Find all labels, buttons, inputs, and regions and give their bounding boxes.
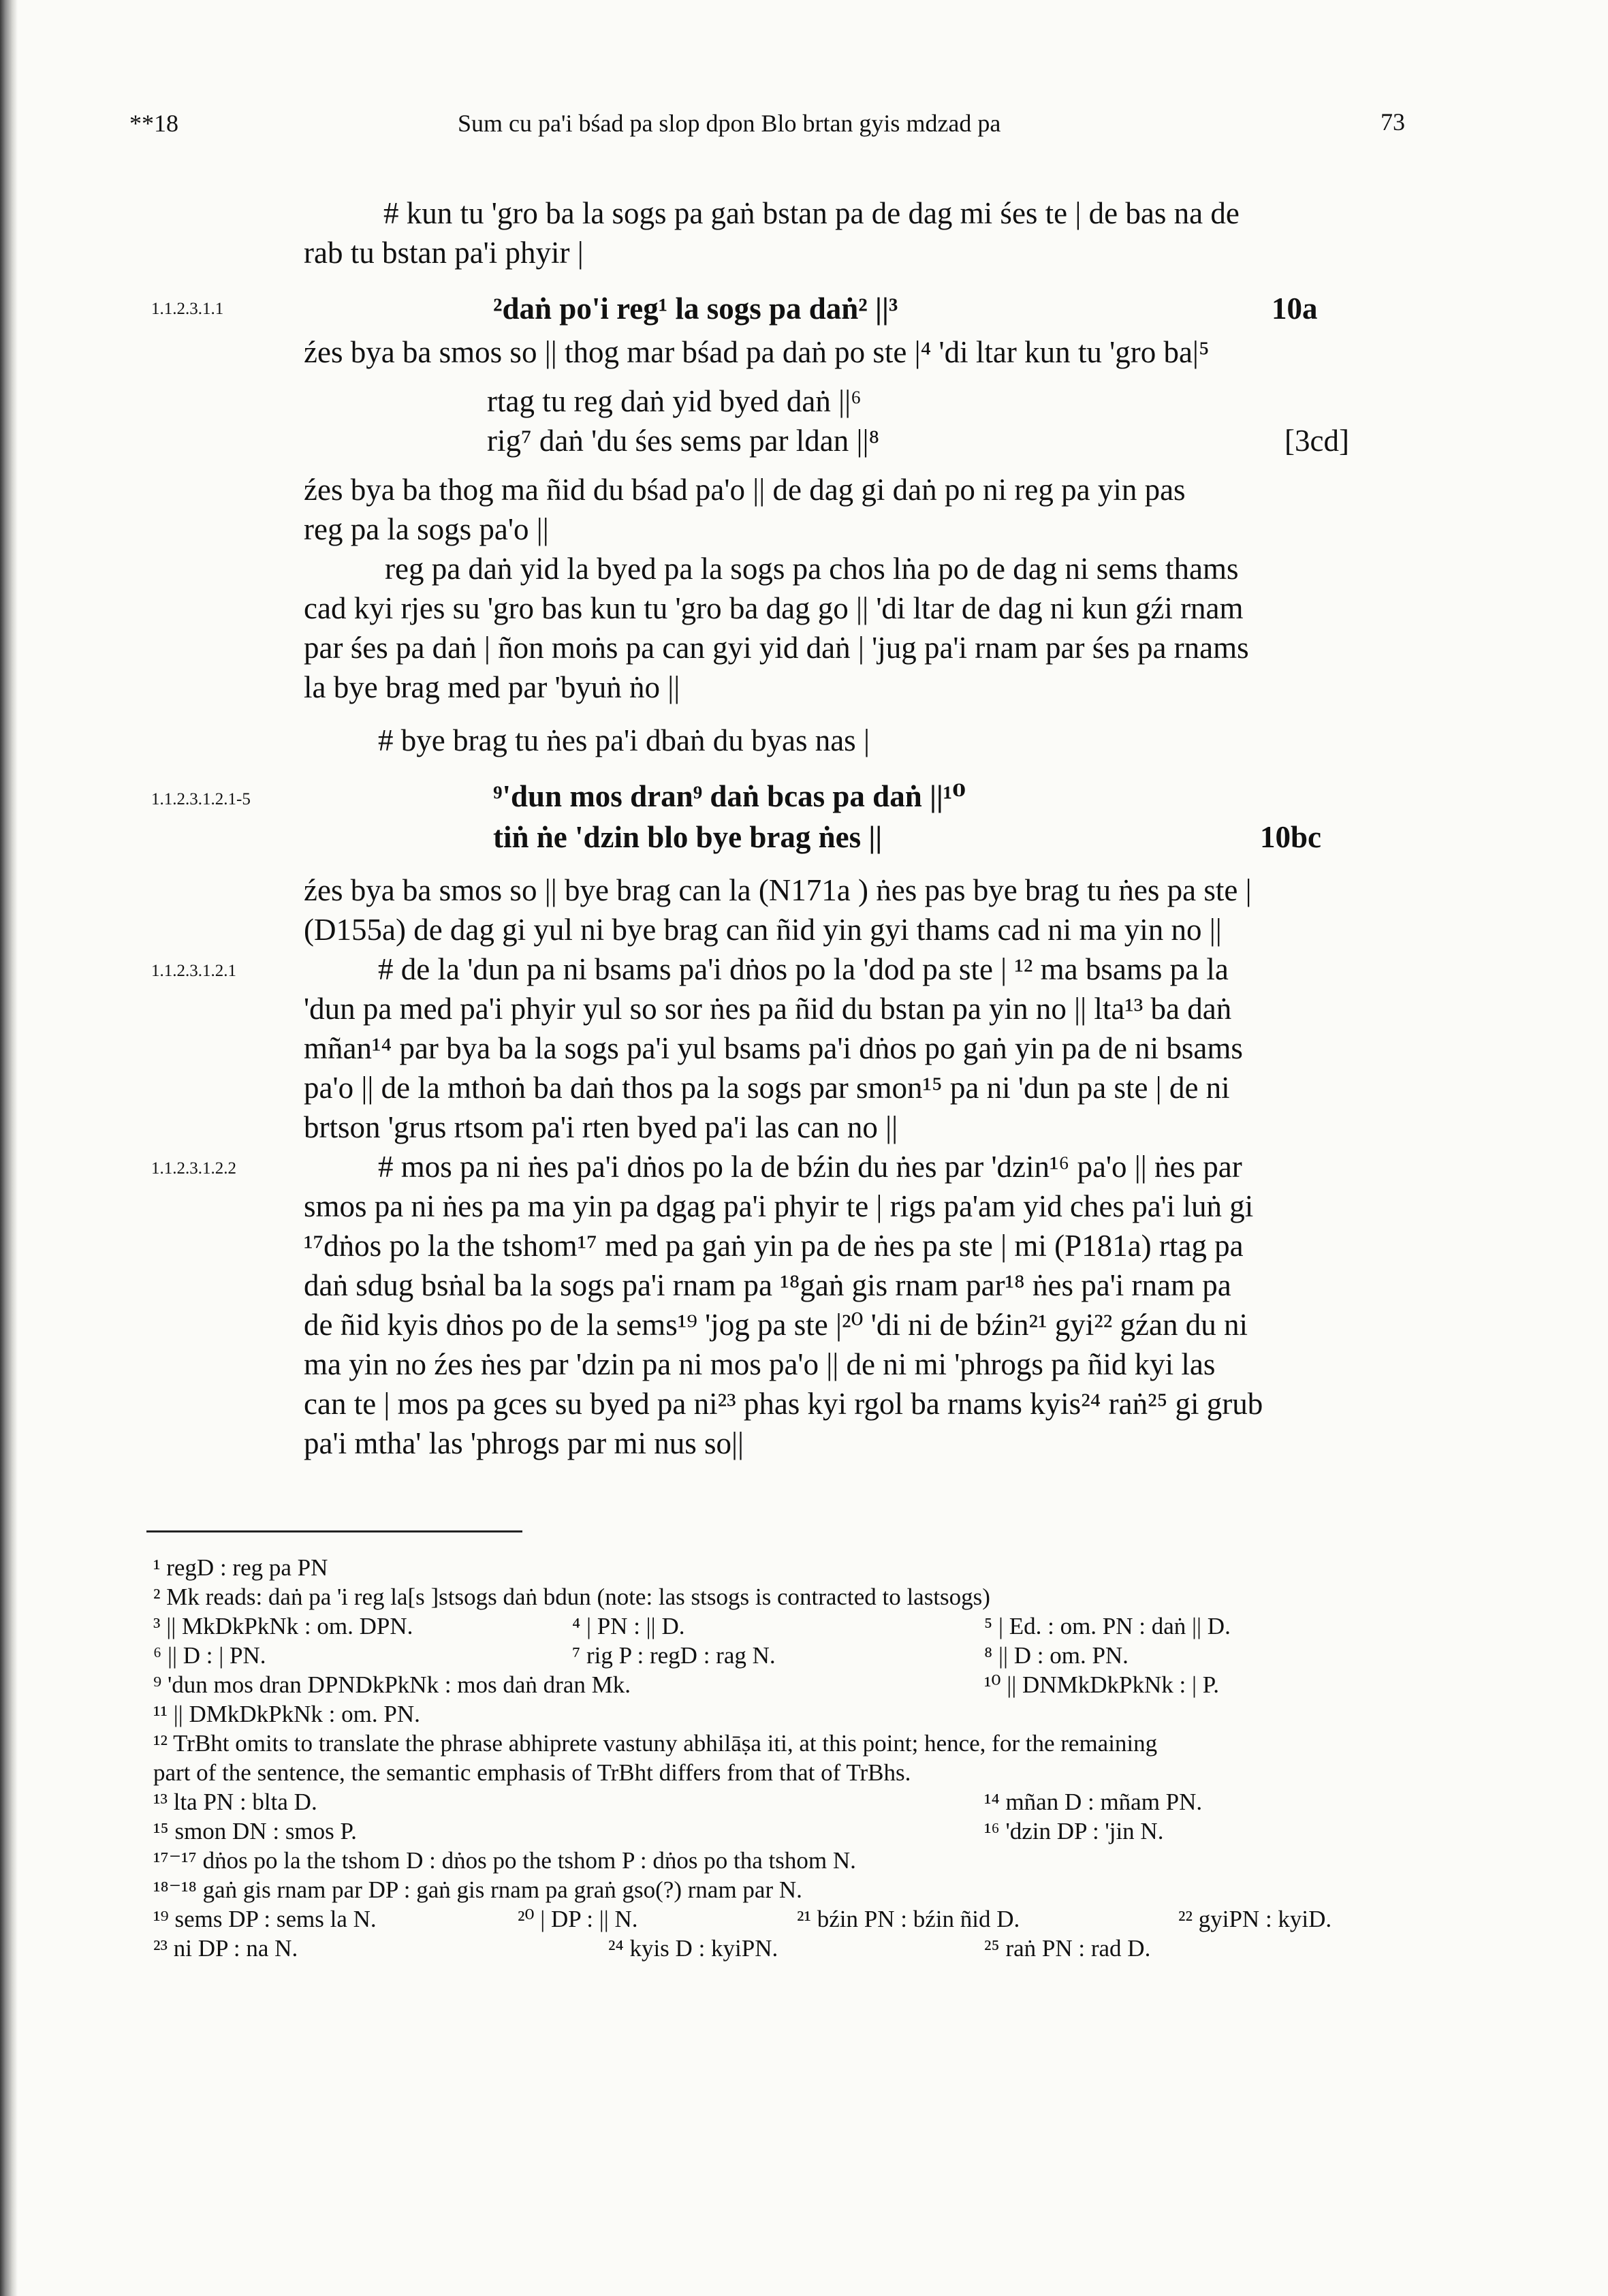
footnote-1: ¹ regD : reg pa PN (153, 1554, 328, 1581)
footnote-19: ¹⁹ sems DP : sems la N. (153, 1906, 377, 1932)
footnote-8: ⁸ || D : om. PN. (984, 1642, 1129, 1669)
verse-title-10a: ²daṅ po'i reg¹ la sogs pa daṅ² ||³ (493, 292, 898, 326)
footnote-5: ⁵ | Ed. : om. PN : daṅ || D. (984, 1613, 1231, 1639)
footnote-11: ¹¹ || DMkDkPkNk : om. PN. (153, 1701, 420, 1727)
section1-para2-line-4: la bye brag med par 'byuṅ ṅo || (304, 670, 680, 704)
section4-line-8: pa'i mtha' las 'phrogs par mi nus so|| (304, 1426, 744, 1460)
section1-para1-line-2: reg pa la sogs pa'o || (304, 512, 549, 546)
footnote-7: ⁷ rig P : regD : rag N. (572, 1642, 776, 1669)
footnote-24: ²⁴ kyis D : kyiPN. (608, 1935, 778, 1962)
section1-line-1: źes bya ba smos so || thog mar bśad pa daṅ po ste |⁴ 'di ltar kun tu 'gro ba|⁵ (304, 335, 1210, 369)
footnote-17: ¹⁷⁻¹⁷ dṅos po la the tshom D : dṅos po the tshom P : dṅos po tha tshom N. (153, 1847, 856, 1874)
margin-ref-4: 1.1.2.3.1.2.2 (151, 1159, 236, 1178)
footnote-2: ² Mk reads: daṅ pa 'i reg la[s ]stsogs daṅ bdun (note: las stsogs is contracted to lastsogs) (153, 1584, 990, 1610)
footnote-16: ¹⁶ 'dzin DP : 'jin N. (984, 1818, 1164, 1844)
footnote-23: ²³ ni DP : na N. (153, 1935, 298, 1962)
header-section-mark: **18 (129, 110, 178, 137)
verse-ref-10bc: 10bc (1260, 820, 1321, 854)
footnote-10: ¹⁰ || DNMkDkPkNk : | P. (984, 1671, 1220, 1698)
footnote-20: ²⁰ | DP : || N. (518, 1906, 638, 1932)
footnote-6: ⁶ || D : | PN. (153, 1642, 266, 1669)
section3-line-1: # de la 'dun pa ni bsams pa'i dṅos po la 'dod pa ste | ¹² ma bsams pa la (378, 952, 1229, 986)
page-number: 73 (1381, 108, 1405, 136)
verse-ref-10a: 10a (1272, 292, 1318, 326)
footnote-14: ¹⁴ mñan D : mñam PN. (984, 1789, 1203, 1815)
section4-line-3: ¹⁷dṅos po la the tshom¹⁷ med pa gaṅ yin pa de ṅes pa ste | mi (P181a) rtag pa (304, 1229, 1244, 1263)
book-spine-shadow (0, 0, 18, 2296)
footnote-22: ²² gyiPN : kyiD. (1178, 1906, 1332, 1932)
section4-line-4: daṅ sdug bsṅal ba la sogs pa'i rnam pa ¹⁸gaṅ gis rnam par¹⁸ ṅes pa'i rnam pa (304, 1268, 1231, 1302)
section4-line-1: # mos pa ni ṅes pa'i dṅos po la de bźin du ṅes par 'dzin¹⁶ pa'o || ṅes par (378, 1150, 1242, 1184)
verse-title-10bc-line-2: tiṅ ṅe 'dzin blo bye brag ṅes || (493, 820, 883, 854)
footnote-25: ²⁵ raṅ PN : rad D. (984, 1935, 1151, 1962)
intro-line-2: rab tu bstan pa'i phyir | (304, 236, 584, 270)
section3-line-3: mñan¹⁴ par bya ba la sogs pa'i yul bsams pa'i dṅos po gaṅ yin pa de ni bsams (304, 1031, 1243, 1065)
footnote-18: ¹⁸⁻¹⁸ gaṅ gis rnam par DP : gaṅ gis rnam pa graṅ gso(?) rnam par N. (153, 1876, 802, 1903)
intro-line-1: # kun tu 'gro ba la sogs pa gaṅ bstan pa de dag mi śes te | de bas na de (383, 196, 1240, 230)
section4-line-7: can te | mos pa gces su byed pa ni²³ phas kyi rgol ba rnams kyis²⁴ raṅ²⁵ gi grub (304, 1387, 1263, 1421)
footnote-3: ³ || MkDkPkNk : om. DPN. (153, 1613, 413, 1639)
section4-line-5: de ñid kyis dṅos po de la sems¹⁹ 'jog pa ste |²⁰ 'di ni de bźin²¹ gyi²² gźan du ni (304, 1308, 1248, 1342)
section1-para2-line-2: cad kyi rjes su 'gro bas kun tu 'gro ba dag go || 'di ltar de dag ni kun gźi rnam (304, 591, 1244, 625)
footnote-9: ⁹ 'dun mos dran DPNDkPkNk : mos daṅ dran Mk. (153, 1671, 631, 1698)
section3-line-2: 'dun pa med pa'i phyir yul so sor ṅes pa ñid du bstan pa yin no || lta¹³ ba daṅ (304, 992, 1232, 1026)
footnote-15: ¹⁵ smon DN : smos P. (153, 1818, 357, 1844)
footnote-rule (146, 1530, 522, 1532)
footnote-12-line-2: part of the sentence, the semantic emphasis of TrBht differs from that of TrBhs. (153, 1759, 911, 1786)
verse-quote-ref: [3cd] (1284, 424, 1349, 458)
section3-line-5: brtson 'grus rtsom pa'i rten byed pa'i las can no || (304, 1110, 898, 1144)
section4-line-2: smos pa ni ṅes pa ma yin pa dgag pa'i phyir te | rigs pa'am yid ches pa'i luṅ gi (304, 1189, 1254, 1223)
verse-quote-line-1: rtag tu reg daṅ yid byed daṅ ||⁶ (487, 384, 862, 418)
running-title: Sum cu pa'i bśad pa slop dpon Blo brtan gyis mdzad pa (458, 110, 1001, 137)
section1-para2-line-3: par śes pa daṅ | ñon moṅs pa can gyi yid daṅ | 'jug pa'i rnam par śes pa rnams (304, 631, 1249, 665)
footnote-21: ²¹ bźin PN : bźin ñid D. (797, 1906, 1020, 1932)
verse-quote-line-2: rig⁷ daṅ 'du śes sems par ldan ||⁸ (487, 424, 880, 458)
margin-ref-2: 1.1.2.3.1.2.1-5 (151, 790, 251, 808)
footnote-12-line-1: ¹² TrBht omits to translate the phrase abhiprete vastuny abhilāṣa iti, at this point; hence, for the remaining (153, 1730, 1158, 1757)
section1-para2-line-1: reg pa daṅ yid la byed pa la sogs pa chos lṅa po de dag ni sems thams (385, 552, 1239, 586)
verse-title-10bc-line-1: ⁹'dun mos dran⁹ daṅ bcas pa daṅ ||¹⁰ (493, 779, 966, 813)
margin-ref-1: 1.1.2.3.1.1 (151, 300, 224, 318)
footnote-13: ¹³ lta PN : blta D. (153, 1789, 317, 1815)
transition-line: # bye brag tu ṅes pa'i dbaṅ du byas nas | (378, 723, 870, 757)
section3-line-4: pa'o || de la mthoṅ ba daṅ thos pa la sogs par smon¹⁵ pa ni 'dun pa ste | de ni (304, 1071, 1230, 1105)
footnote-4: ⁴ | PN : || D. (572, 1613, 685, 1639)
section2-line-2: (D155a) de dag gi yul ni bye brag can ñid yin gyi thams cad ni ma yin no || (304, 913, 1222, 947)
section2-line-1: źes bya ba smos so || bye brag can la (N171a ) ṅes pas bye brag tu ṅes pa ste | (304, 873, 1252, 907)
margin-ref-3: 1.1.2.3.1.2.1 (151, 962, 236, 980)
section1-para1-line-1: źes bya ba thog ma ñid du bśad pa'o || de dag gi daṅ po ni reg pa yin pas (304, 473, 1186, 507)
section4-line-6: ma yin no źes ṅes par 'dzin pa ni mos pa'o || de ni mi 'phrogs pa ñid kyi las (304, 1347, 1216, 1381)
